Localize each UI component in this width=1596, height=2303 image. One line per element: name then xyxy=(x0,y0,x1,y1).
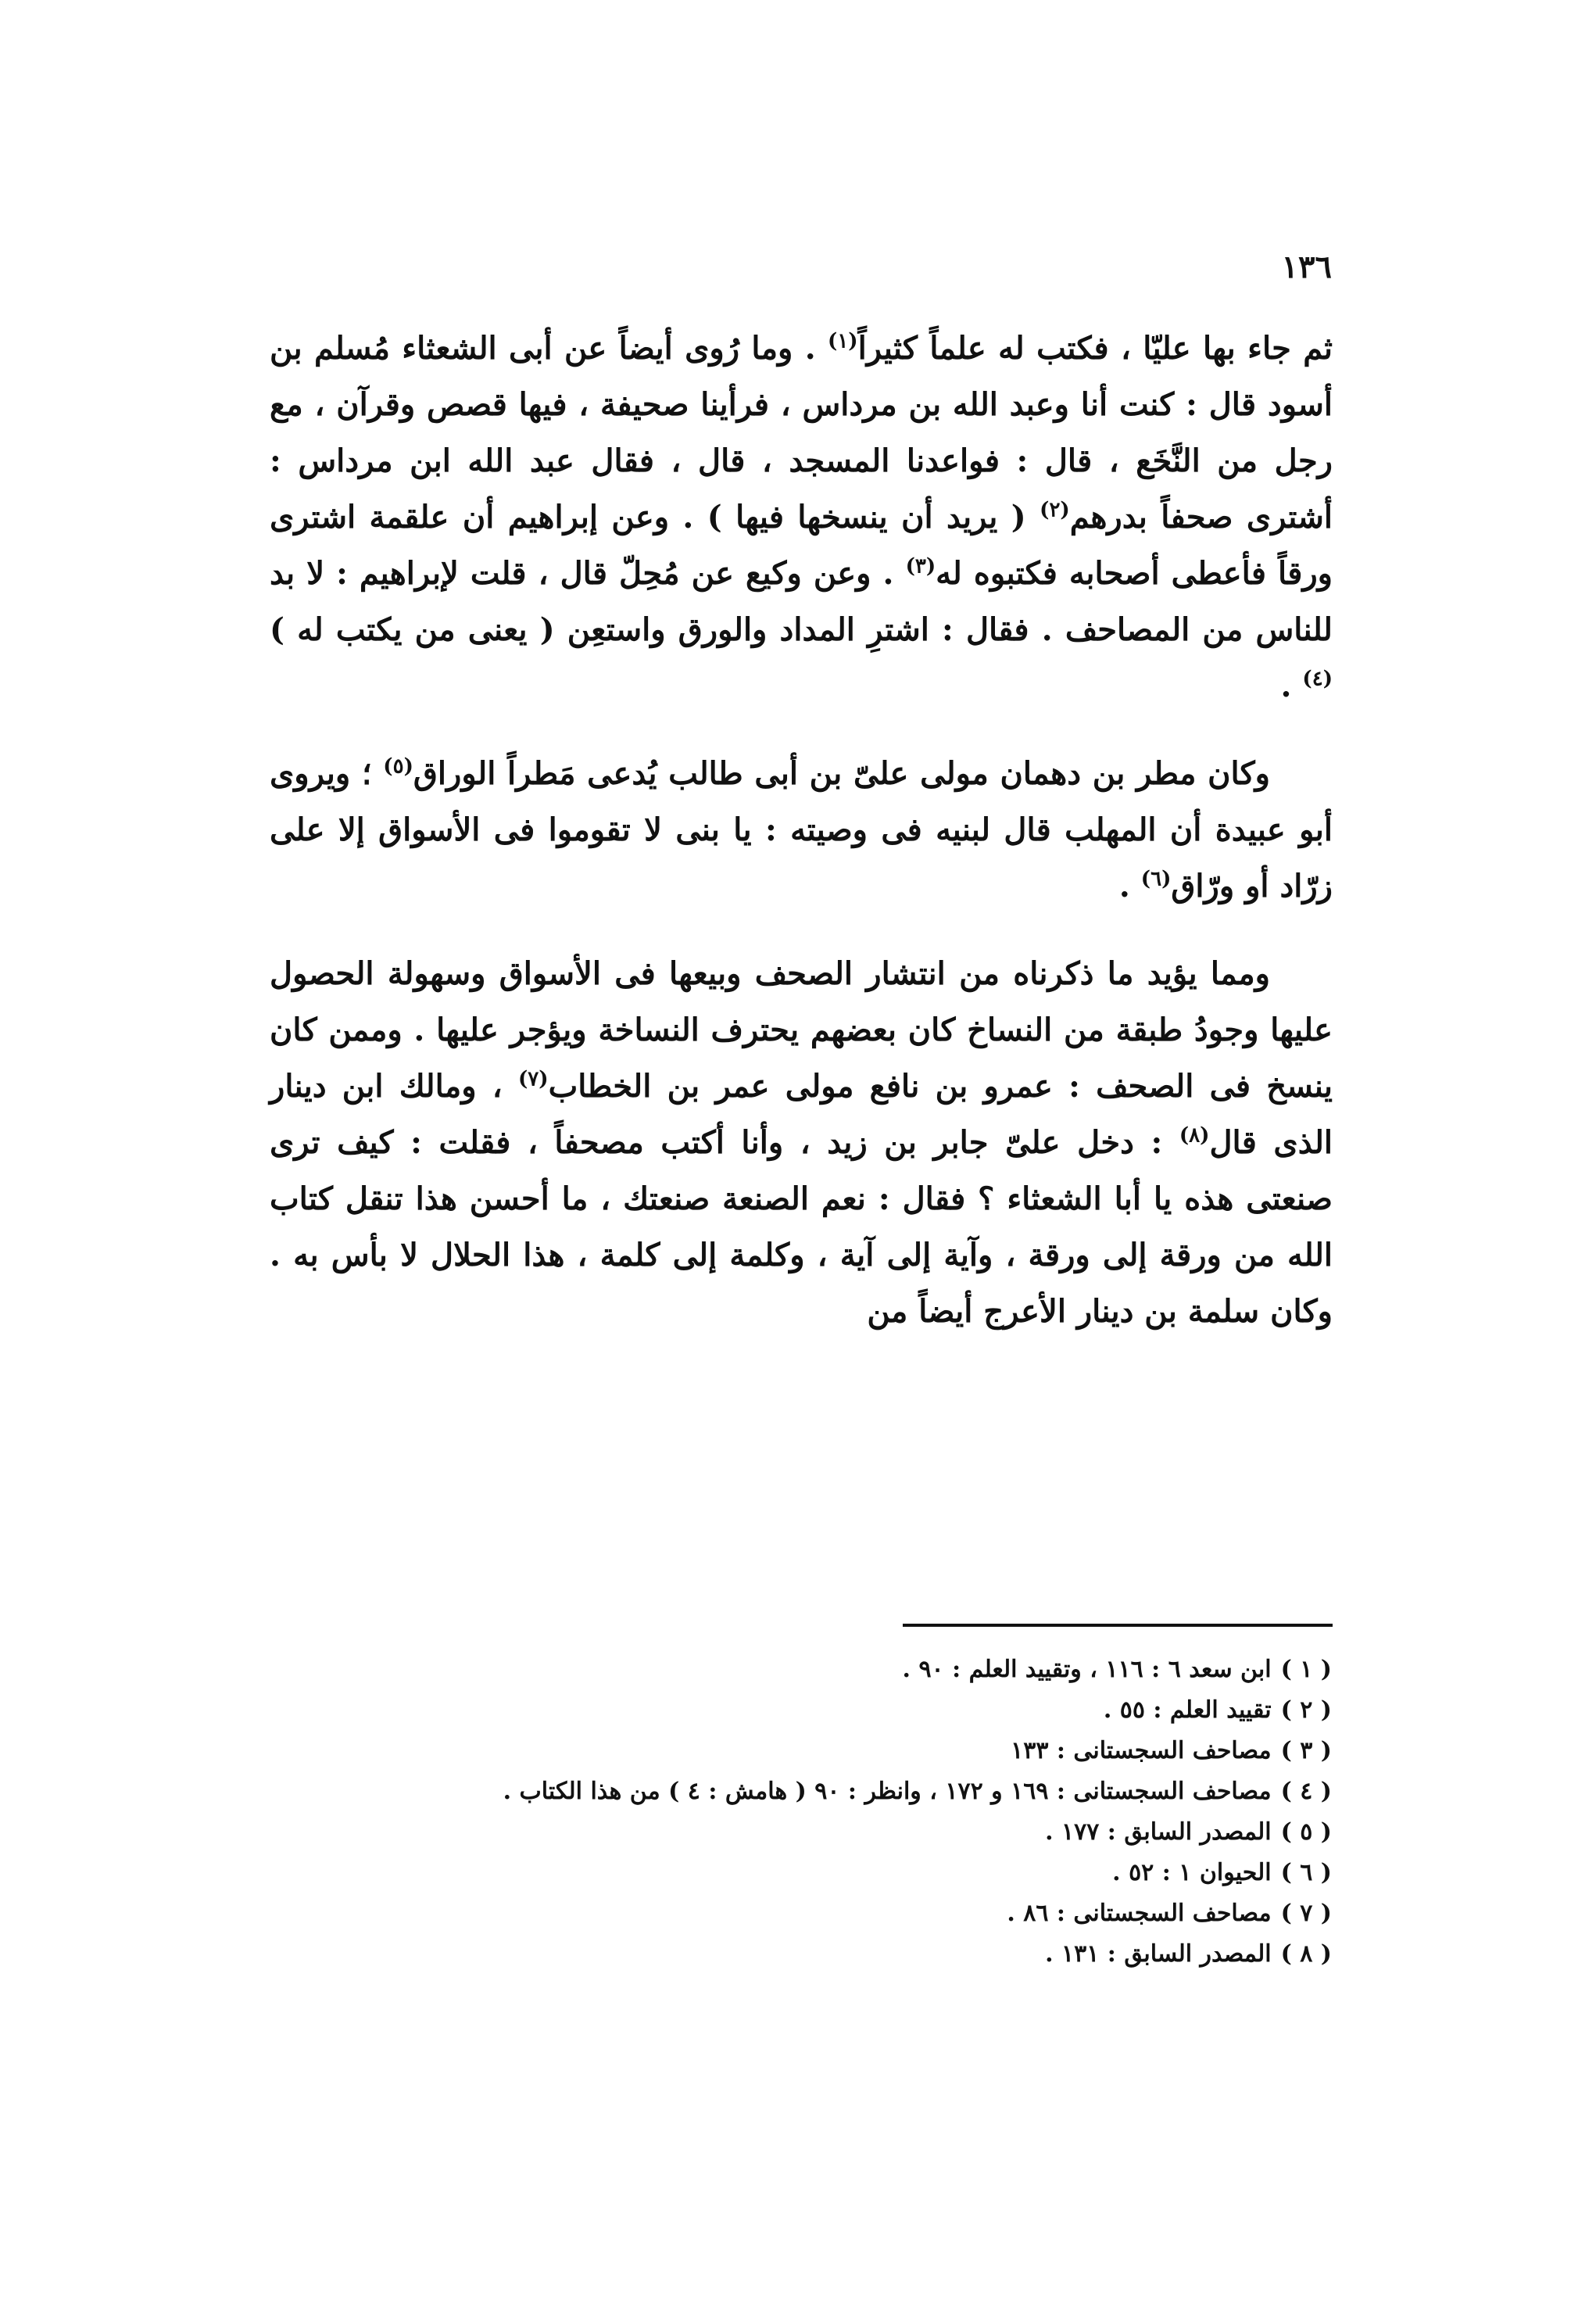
footnote-ref: (٤) xyxy=(1302,667,1333,691)
footnote-text: ابن سعد ٦ : ١١٦ ، وتقييد العلم : ٩٠ . xyxy=(902,1656,1272,1683)
page-number: ١٣٦ xyxy=(1281,249,1332,285)
footnote-text: المصدر السابق : ١٣١ . xyxy=(1045,1940,1272,1968)
footnote-number: ( ٢ ) xyxy=(1280,1696,1332,1724)
footnote-ref: (٣) xyxy=(905,554,936,578)
footnote-number: ( ٨ ) xyxy=(1280,1940,1332,1968)
text-run: . xyxy=(1280,668,1303,704)
footnotes xyxy=(269,1649,1332,1975)
footnote-text: مصاحف السجستانى : ١٦٩ و ١٧٢ ، وانظر : ٩٠ ( هامش : ٤ ) من هذا الكتاب . xyxy=(503,1778,1272,1805)
text-run: وكان مطر بن دهمان مولى علىّ بن أبى طالب يُدعى مَطراً الوراق xyxy=(413,755,1270,792)
footnote-text: مصاحف السجستانى : ٨٦ . xyxy=(1007,1900,1272,1927)
paragraph xyxy=(270,946,1333,1340)
footnote-ref: (٢) xyxy=(1040,498,1070,522)
text-run: : دخل علىّ جابر بن زيد ، وأنا أكتب مصحفاً ، فقلت : كيف ترى صنعتى هذه يا أبا الشعثاء ؟ فقال : نعم الصنعة صنعتك ، ما أحسن هذا تنقل كتاب الله من ورقة إلى ورقة ، وآية إلى آية ، وكلمة إلى كلمة ، هذا الحلال لا بأس به . وكان سلمة بن دينار الأعرج أيضاً من xyxy=(270,1124,1333,1330)
footnote xyxy=(269,1934,1332,1975)
footnote-divider xyxy=(903,1624,1333,1627)
text-run: . وما رُوى أيضاً عن أبى الشعثاء مُسلم بن أسود قال : كنت أنا وعبد الله بن مرداس ، فرأينا صحيفة ، فيها قصص وقرآن ، مع رجل من النَّخَع ، قال : فواعدنا المسجد ، قال ، فقال عبد الله ابن مرداس : أشترى صحفاً بدرهم xyxy=(270,330,1333,535)
footnote-ref: (٥) xyxy=(383,754,413,779)
footnote-number: ( ٧ ) xyxy=(1280,1900,1332,1927)
footnote xyxy=(269,1893,1332,1934)
footnote-text: مصاحف السجستانى : ١٣٣ xyxy=(1011,1737,1272,1764)
paragraph xyxy=(270,321,1333,715)
footnote-number: ( ٥ ) xyxy=(1280,1818,1332,1846)
footnote-text: تقييد العلم : ٥٥ . xyxy=(1103,1696,1272,1724)
footnote-ref: (١) xyxy=(828,329,858,353)
footnote xyxy=(269,1690,1332,1731)
footnote xyxy=(269,1812,1332,1853)
footnote xyxy=(269,1731,1332,1771)
footnote xyxy=(269,1853,1332,1893)
footnote-text: الحيوان ١ : ٥٢ . xyxy=(1112,1859,1272,1886)
text-run: . xyxy=(1118,868,1141,904)
text-run: ثم جاء بها عليّا ، فكتب له علماً كثيراً xyxy=(857,330,1333,367)
footnote-number: ( ٣ ) xyxy=(1280,1737,1332,1764)
text-run: ومما يؤيد ما ذكرناه من انتشار الصحف وبيعها فى الأسواق وسهولة الحصول عليها وجودُ طبقة من النساخ كان بعضهم يحترف النساخة ويؤجر عليها . وممن كان ينسخ فى الصحف : عمرو بن نافع مولى عمر بن الخطاب xyxy=(270,955,1333,1105)
footnote-text: المصدر السابق : ١٧٧ . xyxy=(1045,1818,1272,1846)
footnote-ref: (٧) xyxy=(517,1067,549,1091)
footnote-ref: (٨) xyxy=(1179,1123,1210,1148)
text-run: ( يريد أن ينسخها فيها ) . وعن إبراهيم أن علقمة اشترى ورقاً فأعطى أصحابه فكتبوه له xyxy=(270,499,1333,592)
footnote-number: ( ١ ) xyxy=(1280,1656,1332,1683)
text-run: . وعن وكيع عن مُحِلّ قال ، قلت لإبراهيم : لا بد للناس من المصاحف . فقال : اشترِ المداد والورق واستعِن ( يعنى من يكتب له ) xyxy=(270,555,1333,648)
text-run: ؛ ويروى أبو عبيدة أن المهلب قال لبنيه فى وصيته : يا بنى لا تقوموا فى الأسواق إلا على زرّاد أو ورّاق xyxy=(270,755,1333,904)
body-text xyxy=(270,321,1333,1340)
footnote xyxy=(269,1649,1332,1690)
footnote-number: ( ٤ ) xyxy=(1280,1778,1332,1805)
footnote-number: ( ٦ ) xyxy=(1280,1859,1332,1886)
footnote xyxy=(269,1771,1332,1812)
paragraph xyxy=(270,746,1333,915)
footnote-ref: (٦) xyxy=(1140,867,1172,891)
text-run: ، ومالك ابن دينار الذى قال xyxy=(270,1068,1333,1161)
